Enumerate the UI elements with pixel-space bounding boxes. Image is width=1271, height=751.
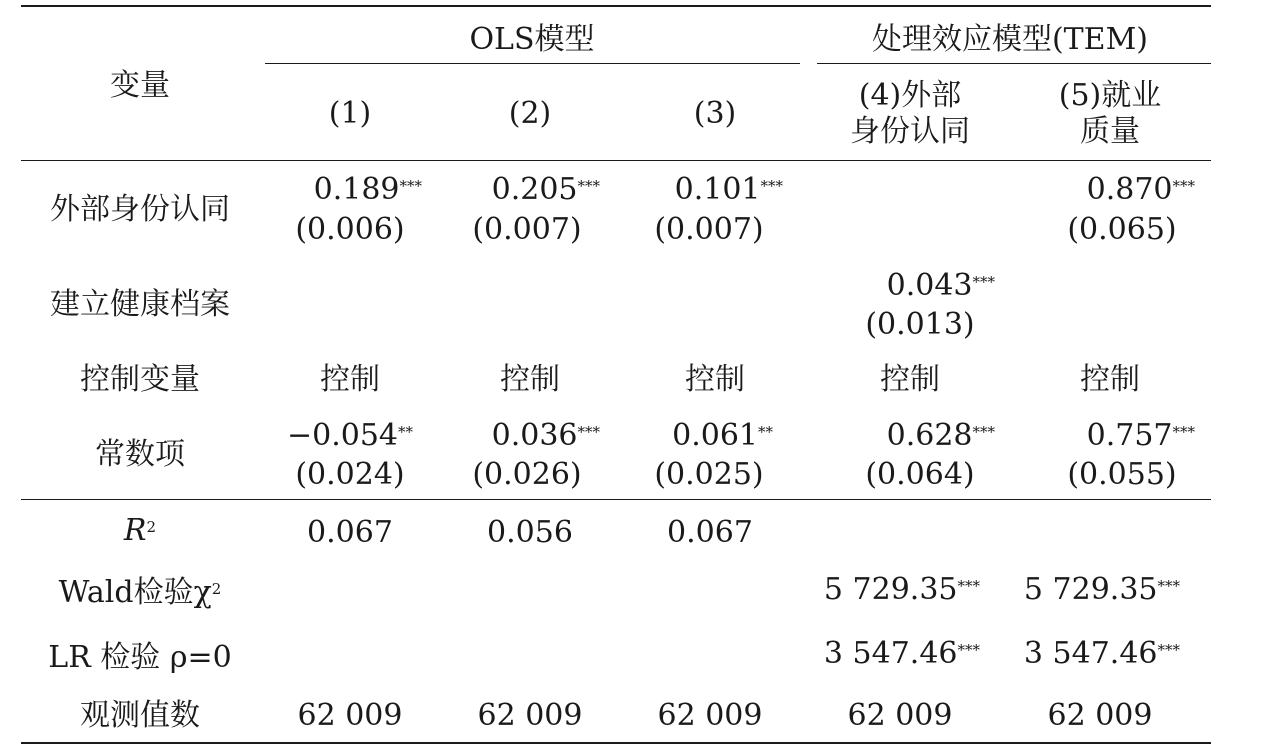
controls-c3: 控制: [685, 362, 745, 397]
header-col5-line1: (5)就业: [1058, 78, 1162, 113]
nobs-c2: 62 009: [477, 698, 583, 733]
nobs-c3: 62 009: [657, 698, 763, 733]
header-group-tem: 处理效应模型(TEM): [871, 22, 1149, 57]
significance-stars: ***: [1172, 177, 1195, 195]
significance-stars: ***: [399, 177, 422, 195]
health-c4-coef: 0.043***: [886, 268, 995, 303]
controls-c1: 控制: [320, 362, 380, 397]
ols-group-rule: [265, 63, 800, 64]
controls-c5: 控制: [1080, 362, 1140, 397]
significance-stars: ***: [972, 423, 995, 441]
header-group-ols: OLS模型: [469, 22, 595, 57]
constant-c2-coef: 0.036***: [491, 418, 600, 453]
nobs-c1: 62 009: [297, 698, 403, 733]
nobs-c5: 62 009: [1047, 698, 1153, 733]
header-col2: (2): [508, 96, 552, 131]
header-col4-line2: 身份认同: [850, 114, 970, 149]
header-col1: (1): [328, 96, 372, 131]
row-label-r2: $R^2$: [123, 513, 157, 548]
constant-c5-coef: 0.757***: [1086, 418, 1195, 453]
controls-c2: 控制: [500, 362, 560, 397]
top-rule: [21, 5, 1211, 7]
significance-stars: ***: [577, 177, 600, 195]
row-label-wald: Wald检验$\chi^2$: [58, 575, 222, 610]
header-col5-line2: 质量: [1080, 114, 1140, 149]
header-variable: 变量: [110, 68, 170, 103]
wald-c4: 5 729.35***: [823, 572, 980, 607]
constant-c2-se: (0.026): [472, 457, 582, 492]
bottom-rule: [21, 742, 1211, 744]
row-label-nobs: 观测值数: [80, 698, 200, 733]
header-rule: [21, 160, 1211, 161]
controls-c4: 控制: [880, 362, 940, 397]
header-col3: (3): [693, 96, 737, 131]
constant-c3-se: (0.025): [654, 457, 764, 492]
constant-c5-se: (0.055): [1067, 457, 1177, 492]
identity-c3-se: (0.007): [654, 212, 764, 247]
significance-stars: ***: [760, 177, 783, 195]
lr-c5: 3 547.46***: [1023, 636, 1180, 671]
identity-c5-coef: 0.870***: [1086, 172, 1195, 207]
significance-stars: ***: [577, 423, 600, 441]
constant-c1-coef: −0.054**: [286, 418, 413, 453]
identity-c1-coef: 0.189***: [313, 172, 422, 207]
constant-c1-se: (0.024): [295, 457, 405, 492]
row-label-health: 建立健康档案: [50, 287, 230, 322]
row-label-lr: LR 检验 ρ=0: [48, 640, 232, 675]
tem-group-rule: [817, 63, 1211, 64]
significance-stars: ***: [972, 273, 995, 291]
row-label-controls: 控制变量: [80, 362, 200, 397]
stats-rule: [21, 499, 1211, 500]
significance-stars: ***: [1172, 423, 1195, 441]
significance-stars: **: [398, 423, 413, 441]
row-label-constant: 常数项: [95, 437, 185, 472]
r2-c2: 0.056: [487, 515, 573, 550]
identity-c2-coef: 0.205***: [491, 172, 600, 207]
wald-c5: 5 729.35***: [1023, 572, 1180, 607]
r2-c1: 0.067: [307, 515, 393, 550]
identity-c5-se: (0.065): [1067, 212, 1177, 247]
identity-c3-coef: 0.101***: [674, 172, 783, 207]
significance-stars: ***: [957, 641, 980, 659]
significance-stars: ***: [957, 577, 980, 595]
lr-c4: 3 547.46***: [823, 636, 980, 671]
identity-c2-se: (0.007): [472, 212, 582, 247]
significance-stars: **: [758, 423, 773, 441]
constant-c4-se: (0.064): [865, 457, 975, 492]
significance-stars: ***: [1157, 577, 1180, 595]
significance-stars: ***: [1157, 641, 1180, 659]
r2-c3: 0.067: [667, 515, 753, 550]
nobs-c4: 62 009: [847, 698, 953, 733]
constant-c4-coef: 0.628***: [886, 418, 995, 453]
row-label-identity: 外部身份认同: [50, 192, 230, 227]
identity-c1-se: (0.006): [295, 212, 405, 247]
health-c4-se: (0.013): [865, 307, 975, 342]
header-col4-line1: (4)外部: [858, 78, 962, 113]
constant-c3-coef: 0.061**: [672, 418, 773, 453]
